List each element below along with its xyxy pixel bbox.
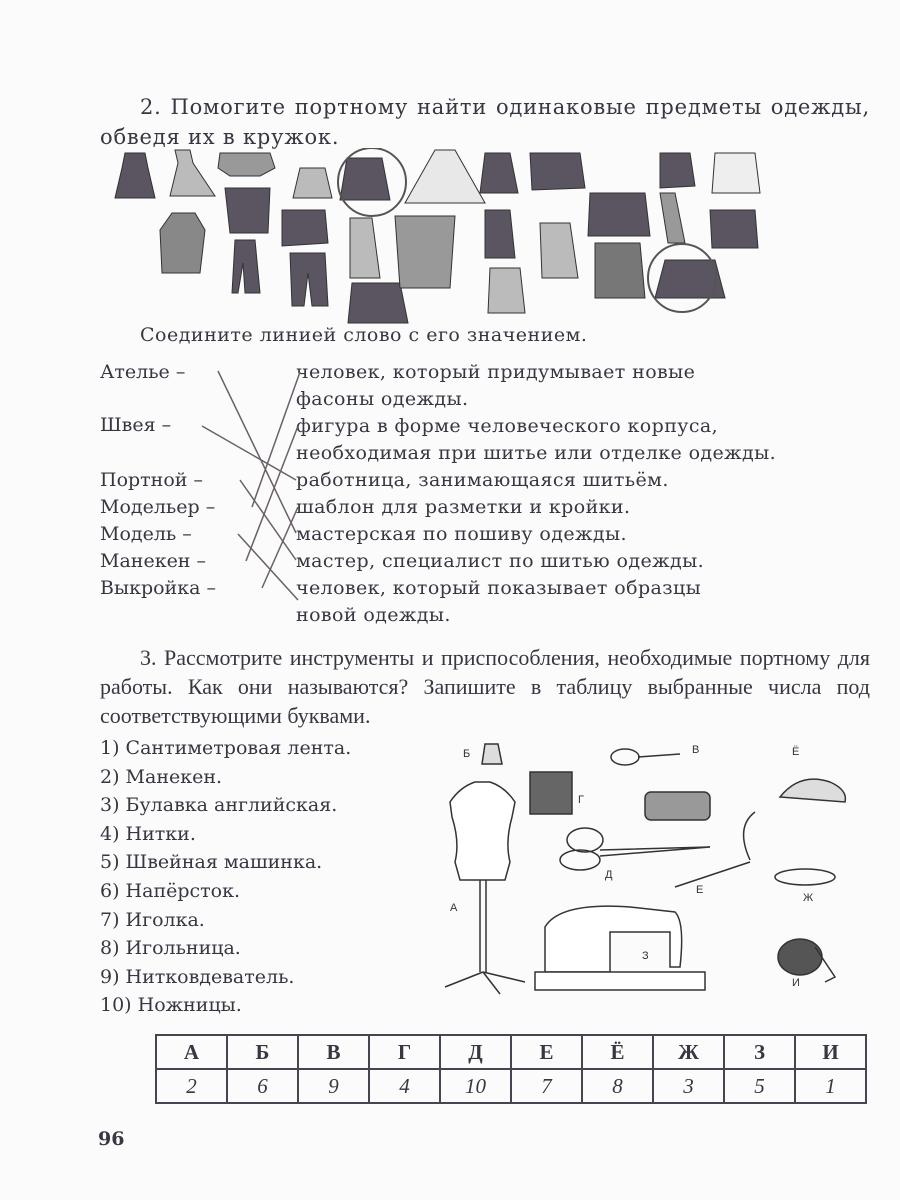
meaning-5: мастерская по пошиву одежды. <box>296 523 627 545</box>
letter-cell: Б <box>227 1035 298 1069</box>
meaning-7b: новой одежды. <box>296 604 451 626</box>
letters-row <box>156 1035 866 1069</box>
letter-cell: И <box>795 1035 866 1069</box>
letter-cell: Ё <box>582 1035 653 1069</box>
letter-cell: Г <box>369 1035 440 1069</box>
page-number: 96 <box>98 1128 125 1150</box>
answer-cell[interactable]: 2 <box>156 1069 227 1103</box>
tool-item: 3) Булавка английская. <box>100 794 338 817</box>
tools-illustration <box>430 732 870 1022</box>
meaning-2a: фигура в форме человеческого корпуса, <box>296 415 719 437</box>
answer-cell[interactable]: 5 <box>724 1069 795 1103</box>
meaning-3: работница, занимающаяся шитьём. <box>296 469 669 491</box>
tool-item: 9) Нитковдеватель. <box>100 965 295 988</box>
meaning-1b: фасоны одежды. <box>296 388 469 410</box>
matching-title: Соедините линией слово с его значением. <box>140 324 588 346</box>
answer-cell[interactable]: 1 <box>795 1069 866 1103</box>
letter-cell: Д <box>440 1035 511 1069</box>
label-d: Д <box>605 869 613 881</box>
answer-cell[interactable]: 8 <box>582 1069 653 1103</box>
tool-item: 5) Швейная машинка. <box>100 851 323 874</box>
tool-item: 10) Ножницы. <box>100 994 242 1017</box>
letter-cell: А <box>156 1035 227 1069</box>
task2-title: 2. Помогите портному найти одинаковые предметы одежды, обведя их в кружок. <box>100 95 870 149</box>
letter-cell: Е <box>511 1035 582 1069</box>
meaning-1a: человек, который придумывает новые <box>296 361 696 383</box>
tool-list <box>100 734 351 1020</box>
answer-cell[interactable]: 10 <box>440 1069 511 1103</box>
tool-item: 6) Напёрсток. <box>100 879 241 902</box>
word-modelier: Модельер – <box>100 496 216 518</box>
meaning-2b: необходимая при шитье или отделке одежды. <box>296 442 777 464</box>
answer-cell[interactable]: 4 <box>369 1069 440 1103</box>
letter-cell: В <box>298 1035 369 1069</box>
label-g: Г <box>578 794 584 806</box>
word-atelier: Ателье – <box>100 361 186 383</box>
word-model: Модель – <box>100 523 192 545</box>
numbers-row <box>156 1069 866 1103</box>
word-shveya: Швея – <box>100 414 172 436</box>
label-a: А <box>450 902 458 914</box>
meaning-4: шаблон для разметки и кройки. <box>296 496 631 518</box>
tool-item: 8) Игольница. <box>100 937 241 960</box>
answer-cell[interactable]: 3 <box>653 1069 724 1103</box>
word-vykroyka: Выкройка – <box>100 577 216 599</box>
answer-cell[interactable]: 9 <box>298 1069 369 1103</box>
meaning-6: мастер, специалист по шитью одежды. <box>296 550 705 572</box>
letter-cell: Ж <box>653 1035 724 1069</box>
label-zh: Ж <box>803 892 814 904</box>
label-e: Е <box>696 884 704 896</box>
label-i: И <box>792 977 800 989</box>
label-z: З <box>642 950 649 962</box>
answer-cell[interactable]: 7 <box>511 1069 582 1103</box>
letter-cell: З <box>724 1035 795 1069</box>
tool-item: 1) Сантиметровая лента. <box>100 737 352 759</box>
task3-title: 3. Рассмотрите инструменты и приспособления, необходимые портному для работы. Как они называются? Запишите в таблицу выбранные числа под соответствующими буквами. <box>100 645 870 728</box>
meaning-7a: человек, который показывает образцы <box>296 577 702 599</box>
tool-item: 7) Иголка. <box>100 908 205 931</box>
answer-cell[interactable]: 6 <box>227 1069 298 1103</box>
tool-item: 2) Манекен. <box>100 765 223 788</box>
answer-table <box>155 1034 867 1104</box>
word-maneken: Манекен – <box>100 550 207 572</box>
label-v: В <box>692 744 700 756</box>
tool-item: 4) Нитки. <box>100 822 196 845</box>
label-b: Б <box>463 748 471 760</box>
word-portnoy: Портной – <box>100 469 203 491</box>
label-yo: Ё <box>792 746 800 758</box>
